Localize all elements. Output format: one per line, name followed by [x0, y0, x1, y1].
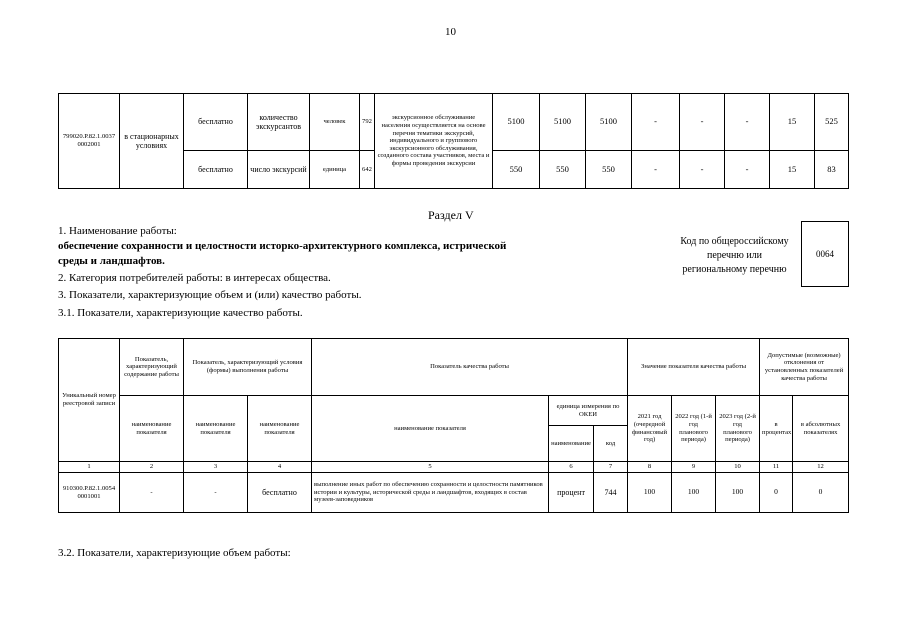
header-name-ind: наименование показателя: [120, 396, 184, 462]
reg-number-cell: 910300.Р.82.1.0054 0001001: [59, 473, 120, 513]
header-unit-name: наименование: [549, 426, 594, 462]
condition-cell: -: [184, 473, 248, 513]
value-cell: 550: [540, 151, 586, 189]
indicator-cell: число экскурсий: [248, 151, 310, 189]
value-cell: -: [632, 94, 680, 151]
header-deviation: Допустимые (возможные) отклонения от установленных показателей качества работы: [760, 339, 849, 396]
registry-code-label: [668, 235, 801, 277]
value-cell: 5100: [493, 94, 540, 151]
header-2021: 2021 год (очередной финансовый год): [628, 396, 672, 462]
unit-cell: процент: [549, 473, 594, 513]
col-number: 5: [312, 462, 549, 473]
col-number: 8: [628, 462, 672, 473]
unit-cell: человек: [310, 94, 360, 151]
header-name-ind: наименование показателя: [312, 396, 549, 462]
registry-code-box: [801, 221, 849, 287]
col-number: 1: [59, 462, 120, 473]
header-name-ind: наименование показателя: [248, 396, 312, 462]
value-cell: 525: [815, 94, 849, 151]
registry-code-label-line: Код по общероссийскому: [680, 236, 789, 247]
header-unit: единица измерения по ОКЕИ: [549, 396, 628, 426]
header-conditions: Показатель, характеризующий условия (формы) выполнения работы: [184, 339, 312, 396]
continuation-table: [58, 93, 849, 189]
header-quality: Показатель качества работы: [312, 339, 628, 396]
quality-indicators-heading: 3.1. Показатели, характеризующие качество работы.: [58, 307, 303, 319]
col-number: 12: [793, 462, 849, 473]
header-pct: в процентах: [760, 396, 793, 462]
description-cell: экскурсионное обслуживание населения осуществляется на основе перечня тематики экскурсий, индивидуального и группового экскурсионного обслуживания, созданного состава участников, места и формы проведения экскурсии: [375, 94, 493, 189]
code-cell: 792: [360, 94, 375, 151]
work-name-label: 1. Наименование работы:: [58, 225, 177, 237]
header-2022: 2022 год (1-й год планового периода): [672, 396, 716, 462]
code-cell: 642: [360, 151, 375, 189]
indicator-cell: количество экскурсантов: [248, 94, 310, 151]
value-cell: 550: [493, 151, 540, 189]
value-cell: 100: [672, 473, 716, 513]
registry-code-value: 0064: [816, 249, 834, 259]
condition-cell: в стационарных условиях: [120, 94, 184, 189]
value-cell: -: [632, 151, 680, 189]
quality-table: [58, 338, 849, 513]
value-cell: 15: [770, 151, 815, 189]
col-number: 3: [184, 462, 248, 473]
header-2023: 2023 год (2-й год планового периода): [716, 396, 760, 462]
value-cell: 15: [770, 94, 815, 151]
header-values: Значение показателя качества работы: [628, 339, 760, 396]
reg-number-cell: 799020.Р.82.1.0037 0002001: [59, 94, 120, 189]
page-number: 10: [445, 26, 456, 38]
content-cell: -: [120, 473, 184, 513]
header-code: код: [594, 426, 628, 462]
registry-code-label-line: перечню или: [706, 250, 763, 261]
value-cell: 0: [760, 473, 793, 513]
code-cell: 744: [594, 473, 628, 513]
payment-cell: бесплатно: [184, 151, 248, 189]
consumer-category: 2. Категория потребителей работы: в интересах общества.: [58, 272, 331, 284]
col-number: 6: [549, 462, 594, 473]
header-reg: Уникальный номер реестровой записи: [59, 339, 120, 462]
value-cell: 5100: [540, 94, 586, 151]
value-cell: -: [680, 151, 725, 189]
header-abs: в абсолютных показателях: [793, 396, 849, 462]
header-name-ind: наименование показателя: [184, 396, 248, 462]
col-number: 9: [672, 462, 716, 473]
col-number: 4: [248, 462, 312, 473]
value-cell: -: [680, 94, 725, 151]
volume-indicators-heading: 3.2. Показатели, характеризующие объем работы:: [58, 547, 291, 559]
col-number: 11: [760, 462, 793, 473]
value-cell: 100: [628, 473, 672, 513]
col-number: 10: [716, 462, 760, 473]
value-cell: 0: [793, 473, 849, 513]
section-title: Раздел V: [428, 208, 474, 222]
work-name: обеспечение сохранности и целостности исторко-архитектурного комплекса, истрической: [58, 240, 507, 252]
value-cell: 83: [815, 151, 849, 189]
col-number: 7: [594, 462, 628, 473]
work-name-cont: среды и ландшафтов.: [58, 255, 165, 267]
indicator-name-cell: выполнение иных работ по обеспечению сохранности и целостности памятников истории и культуры, исторической среды и ландшафтов, входящих в состав музеев-заповедников: [312, 473, 549, 513]
payment-cell: бесплатно: [248, 473, 312, 513]
unit-cell: единица: [310, 151, 360, 189]
registry-code-label-line: региональному перечню: [682, 264, 787, 275]
header-content: Показатель, характеризующий содержание работы: [120, 339, 184, 396]
value-cell: 100: [716, 473, 760, 513]
value-cell: 5100: [586, 94, 632, 151]
indicators-heading: 3. Показатели, характеризующие объем и (или) качество работы.: [58, 289, 362, 301]
col-number: 2: [120, 462, 184, 473]
value-cell: 550: [586, 151, 632, 189]
payment-cell: бесплатно: [184, 94, 248, 151]
value-cell: -: [725, 94, 770, 151]
value-cell: -: [725, 151, 770, 189]
